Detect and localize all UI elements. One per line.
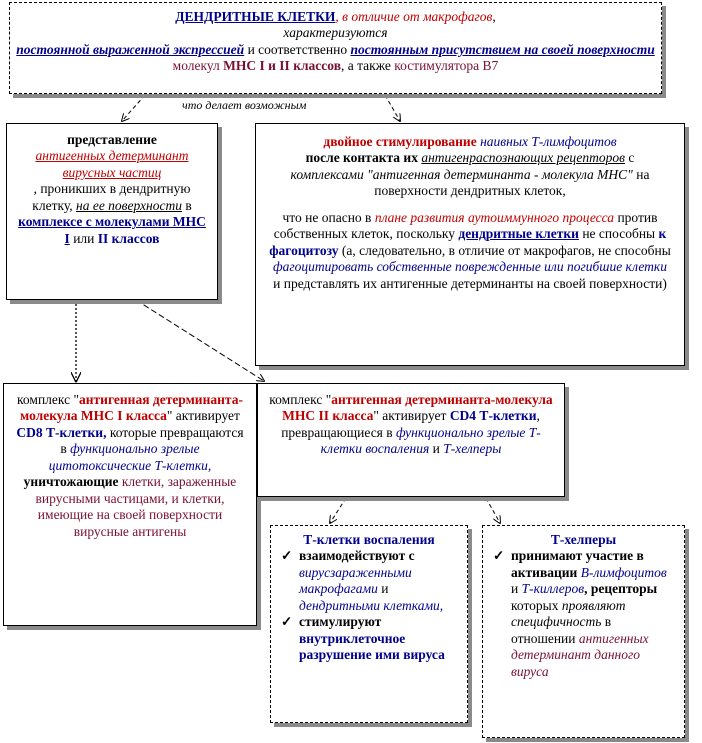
which-turn: которые превращаются в: [60, 424, 244, 457]
cd4-cells: CD4 Т-клетки: [449, 408, 537, 424]
right-mid-box: [257, 383, 565, 497]
b-lymphocytes: В-лимфоцитов: [580, 564, 667, 580]
to-phagocytosis: к фагоцитозу: [269, 226, 667, 258]
phagocytize-text: фагоцитировать собственные поврежденные или погибшие клетки: [273, 259, 667, 275]
complex-word-2: комплекс ": [269, 392, 332, 407]
inflammation-item-2: [281, 614, 457, 663]
and-word-4: и: [511, 581, 522, 597]
show-specificity: проявляют специфичность: [511, 597, 626, 630]
on-its-surface: на ее поверхности: [76, 197, 182, 213]
arrow-mid-to-helpers: [486, 498, 500, 523]
with-word: с: [625, 150, 635, 166]
helpers-box: [482, 525, 685, 738]
complex-mhc1: комплексе с молекулами MHC I: [18, 214, 206, 246]
activates-word: " активирует: [166, 408, 240, 424]
constant-presence: постоянным присутствием на своей поверхности: [350, 41, 655, 57]
left-mid-box: [3, 383, 257, 626]
molecules-word: молекул: [172, 58, 224, 74]
or-word: или: [69, 230, 98, 246]
and-word-3: и: [377, 581, 389, 597]
against-own: против собственных клеток, поскольку: [273, 209, 658, 242]
in-relation: в отношении: [511, 614, 612, 646]
virus-infected-macrophages: вирусзараженными макрофагами: [299, 564, 412, 597]
not-dangerous: что не опасно в: [282, 209, 375, 225]
which-word: которых: [511, 597, 562, 613]
and-present: и представлять их антигенные детерминанты на своей поверхности): [273, 275, 667, 291]
antigen-recognizing: антигенраспознающих рецепторов: [421, 150, 626, 166]
functional-mature: функционально зрелые Т-клетки воспаления: [320, 424, 541, 457]
helpers-item: [493, 548, 674, 680]
constant-expression: постоянной выраженной экспрессией: [16, 41, 245, 57]
consequently-text: (а, следовательно, в отличие от макрофагов, не способны: [338, 242, 671, 258]
antigen-determinants-virus: антигенных детерминант данного вируса: [511, 630, 649, 679]
right-top-box: [255, 123, 685, 366]
complexes-text: комплексами "антигенная детерминанта - молекула MHC": [290, 166, 633, 182]
comma-text: ,: [492, 9, 496, 24]
dc-bold: дендритные клетки: [458, 226, 579, 242]
activates-word-2: " активирует: [373, 408, 450, 424]
functional-cytotoxic: функционально зрелые цитотоксические Т-клетки,: [48, 441, 212, 473]
destroying-word: уничтожающие: [23, 474, 122, 490]
antigen-determinants: антигенных детерминант вирусных частиц: [35, 148, 189, 180]
arrow-mid-to-inflammation: [330, 498, 346, 523]
inflammation-item-1: [281, 548, 457, 614]
dendritic-cells-text: дендритными клетками,: [299, 597, 444, 613]
autoimmune-process: плане развития аутоиммунного процесса: [374, 209, 615, 225]
not-capable: не способны: [578, 226, 659, 242]
and-accordingly: и соответственно: [244, 41, 351, 57]
check-icon: ✓: [281, 614, 293, 630]
receptors-word: , рецепторы: [584, 581, 658, 597]
unlike-macrophages: , в отличие от макрофагов: [335, 9, 493, 24]
helpers-title: Т-хелперы: [550, 532, 617, 547]
interact-with: взаимодействуют с: [299, 548, 415, 564]
left-top-box: [6, 123, 218, 300]
naive-t-lymphocytes: наивных Т-лимфоцитов: [476, 134, 617, 149]
in-word: в: [181, 197, 192, 213]
arrow-top-to-left: [122, 95, 145, 121]
on-surface-dc: на поверхности дендритных клеток,: [374, 166, 650, 199]
inflammation-box: [270, 525, 468, 723]
turning-word: , превращающиеся в: [281, 408, 540, 440]
as-well-as: , а также: [340, 58, 395, 74]
cells-infected: клетки, зараженные вирусными частицами, и клетки, имеющие на своей поверхности вирусные антигены: [35, 474, 237, 539]
penetrated-text: , проникших в дендритную клетку,: [32, 181, 191, 213]
check-icon: ✓: [493, 548, 505, 564]
take-part: принимают участие в активации: [511, 548, 644, 580]
caption-what-enables: что делает возможным: [182, 98, 307, 112]
inflammation-title: Т-клетки воспаления: [303, 532, 435, 547]
antigen-det-mhc2: антигенная детерминанта-молекула MHC II класса: [282, 392, 553, 424]
mhc-classes: MHC I и II классов: [223, 58, 341, 74]
stimulate-word: стимулируют: [299, 614, 382, 630]
cd8-cells: CD8 Т-клетки,: [16, 424, 107, 440]
check-icon: ✓: [281, 548, 293, 564]
presentation-text: представление: [67, 132, 157, 147]
characterized-text: характеризуются: [283, 25, 388, 41]
double-stimulation: двойное стимулирование: [323, 134, 477, 149]
top-box: [9, 2, 662, 94]
t-killers: Т-киллеров: [521, 581, 585, 597]
complex-word: комплекс ": [17, 392, 79, 407]
class2-text: II классов: [97, 230, 160, 246]
arrow-top-to-right: [385, 95, 400, 121]
antigen-det-mhc1: антигенная детерминанта-молекула MHC I класса: [20, 392, 243, 424]
after-contact: после контакта их: [305, 150, 422, 166]
arrow-left-to-mid-right: [136, 300, 264, 381]
intracellular-destruction: внутриклеточное разрушение ими вируса: [299, 630, 445, 663]
dendritic-cells-title: ДЕНДРИТНЫЕ КЛЕТКИ: [175, 9, 336, 24]
helpers-word: Т-хелперы: [443, 441, 502, 457]
and-word: и: [429, 441, 444, 457]
costimulator: костимулятора В7: [394, 58, 499, 74]
